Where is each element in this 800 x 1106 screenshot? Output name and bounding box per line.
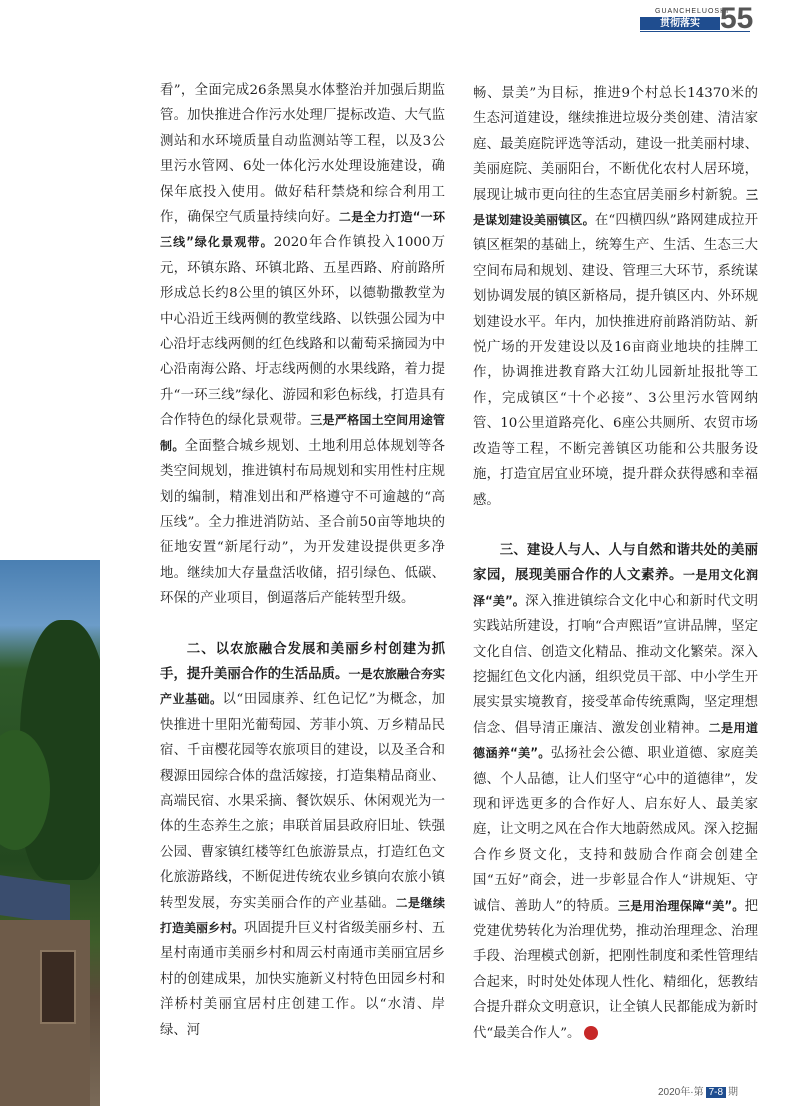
footer-year: 2020年·第 [658,1087,704,1098]
header-pinyin: GUANCHELUOSHI [655,8,730,15]
body-text: 弘扬社会公德、职业道德、家庭美德、个人品德，让人们坚守“心中的道德律”，发现和评选更多的合作好人、启东好人、最美家庭，让文明之风在合作大地蔚然成风。深入挖掘合作乡贤文化，支持和鼓励合作商会创建全国“五好”商会，进一步彰显合作人“讲规矩、守诚信、善助人”的特质。 [473,746,759,914]
body-text: 在“四横四纵”路网建成拉开镇区框架的基础上，统筹生产、生活、生态三大空间布局和规划、建设、管理三大环节，系统谋划协调发展的镇区新格局，提升镇区内、外环规划建设水平。年内，加快推进府前路消防站、新悦广场的开发建设以及16亩商业地块的挂牌工作，协调推进教育路大江幼儿园新址报批等工作，完成镇区“十个必接”、3公里污水管网纳管、10公里道路亮化、6座公共厕所、农贸市场改造等工程，不断完善镇区功能和公共服务设施，打造宜居宜业环境，提升群众获得感和幸福感。 [473,213,758,508]
section-title: 贯彻落实 [640,17,720,30]
village-photo [0,560,100,1106]
lead-phrase: 二是用道德涵养“美”。 [473,720,758,761]
footer-suffix: 期 [728,1087,739,1098]
issue-footer [658,1083,738,1098]
lead-phrase: 三是谋划建设美丽镇区。 [473,187,758,228]
section-gap [473,513,758,538]
paragraph [160,637,445,1044]
section-gap [160,612,445,637]
building-door [40,950,76,1024]
article-end-icon [584,1026,598,1040]
body-text: 全面整合城乡规划、土地利用总体规划等各类空间规划，推进镇村布局规划和实用性村庄规划的编制，精准划出和严格遵守不可逾越的“高压线”。全力推进消防站、圣合前50亩等地块的征地安置“新尾行动”，为开发建设提供更多净地。继续加大存量盘活收储，招引绿色、低碳、环保的产业项目，倒逼落后产能转型升级。 [160,438,445,607]
lead-phrase: 三是用治理保障“美”。 [617,898,745,913]
body-text: 看”，全面完成26条黑臭水体整治并加强后期监管。加快推进合作污水处理厂提标改造、大气监测站和水环境质量自动监测站等工程，以及3公里污水管网、6处一体化污水处理设施建设，确保年底投入使用。做好秸秆禁烧和综合利用工作，确保空气质量持续向好。 [160,83,445,226]
lead-phrase: 一是用文化润泽“美”。 [473,568,758,608]
lead-phrase: 一是农旅融合夯实产业基础。 [160,666,445,707]
body-text: 深入推进镇综合文化中心和新时代文明实践站所建设，打响“合声熙语”宣讲品牌，坚定文化自信、创造文化精品、推动文化繁荣。深入挖掘红色文化内涵，组织党员干部、中小学生开展实景实境教育，接受革命传统熏陶，坚定理想信念、倡导清正廉洁、激发创业精神。 [473,593,759,736]
right-column [473,81,758,1046]
lead-phrase: 二是继续打造美丽乡村。 [160,895,445,935]
body-text: 以“田园康养、红色记忆”为概念，加快推进十里阳光葡萄园、芳菲小筑、万乡精品民宿、千亩樱花园等农旅项目的建设，以及圣合和稷源田园综合体的盘活嫁接，打造集精品商业、高端民宿、水果采摘、餐饮娱乐、休闲观光为一体的生态养生之旅；串联首届县政府旧址、铁强公园、曹家镇红楼等红色旅游景点，打造红色文化旅游路线，不断促进传统农业乡镇向农旅小镇转型发展，夯实美丽合作的产业基础。 [160,692,445,911]
section-heading: 三、建设人与人、人与自然和谐共处的美丽家园，展现美丽合作的人文素养。 [473,541,758,584]
body-text: 巩固提升巨义村省级美丽乡村、五星村南通市美丽乡村和周云村南通市美丽宜居乡村的创建成果，加快实施新义村特色田园乡村和洋桥村美丽宜居村庄创建工作。以“水清、岸绿、河 [160,921,445,1038]
building-roof [0,875,70,925]
paragraph [473,538,758,1046]
lead-phrase: 二是全力打造“一环三线”绿化景观带。 [160,210,445,250]
body-text: 畅、景美”为目标，推进9个村总长14370米的生态河道建设，继续推进垃圾分类创建、清洁家庭、最美庭院评选等活动，建设一批美丽村埭、美丽庭院、美丽阳台，不断优化农村人居环境，展现让城市更向往的生态宜居美丽乡村新貌。 [473,86,758,203]
footer-issue: 7-8 [706,1087,726,1098]
page-number: 55 [720,2,754,35]
section-heading: 二、以农旅融合发展和美丽乡村创建为抓手，提升美丽合作的生活品质。 [160,640,445,682]
body-text: 把党建优势转化为治理优势，推动治理理念、治理手段、治理模式创新，把刚性制度和柔性管理结合起来，时时处处体现人性化、精细化，惩教结合提升群众文明意识，让全镇人民都能成为新时代“最美合作人”。 [473,898,758,1041]
body-text: 2020年合作镇投入1000万元，环镇东路、环镇北路、五星西路、府前路所形成总长约8公里的镇区外环，以德勒撒教堂为中心沿近王线两侧的教堂线路、以铁强公园为中心沿圩志线两侧的红色线路和以葡萄采摘园为中心沿南海公路、圩志线两侧的水果线路，着力提升“一环三线”绿化、游园和彩色标线，打造具有合作特色的绿化景观带。 [160,235,445,429]
paragraph [473,81,758,513]
left-column [160,78,445,1043]
lead-phrase: 三是严格国土空间用途管制。 [160,413,445,453]
paragraph [160,78,445,612]
